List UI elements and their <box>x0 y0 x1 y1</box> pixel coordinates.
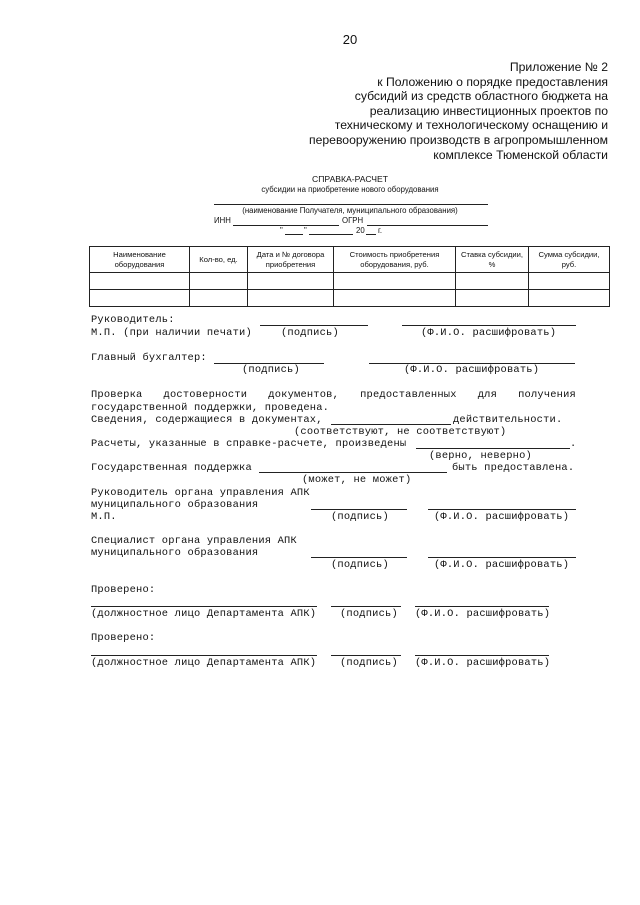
validity-line <box>331 424 451 425</box>
validity-label: действительности. <box>453 414 563 426</box>
table-cell[interactable] <box>248 273 334 290</box>
apk-head-label-line2: муниципального образования <box>91 499 259 511</box>
apk-spec-fio-line <box>428 557 576 558</box>
signature-caption: (подпись) <box>331 511 389 523</box>
table-cell[interactable] <box>90 290 190 307</box>
date-year-suffix: г. <box>378 226 383 235</box>
table-row <box>90 273 610 290</box>
checked-official-line <box>91 655 317 656</box>
table-cell[interactable] <box>90 273 190 290</box>
table-cell[interactable] <box>456 273 529 290</box>
fio-caption: (Ф.И.О. расшифровать) <box>415 608 551 620</box>
table-cell[interactable] <box>334 290 456 307</box>
appendix-line: к Положению о порядке предоставления <box>377 74 608 89</box>
verification-text-line2: государственной поддержки, проведена. <box>91 402 330 414</box>
table-cell[interactable] <box>529 273 610 290</box>
date-quote-open: " <box>280 226 283 235</box>
chief-accountant-label: Главный бухгалтер: <box>91 352 207 364</box>
checked-signature-line <box>331 606 401 607</box>
calc-caption: (верно, неверно) <box>429 450 532 462</box>
support-suffix: быть предоставлена. <box>452 462 575 474</box>
checked-label: Проверено: <box>91 584 156 596</box>
page-number: 20 <box>342 32 358 47</box>
signature-caption: (подпись) <box>340 657 398 669</box>
calc-label: Расчеты, указанные в справке-расчете, произведены <box>91 438 407 450</box>
signature-caption: (подпись) <box>242 364 300 376</box>
recipient-caption: (наименование Получателя, муниципального образования) <box>242 206 458 215</box>
apk-head-signature-line <box>311 509 407 510</box>
table-header-row <box>90 247 610 273</box>
checked-fio-line <box>415 606 549 607</box>
support-label: Государственная поддержка <box>91 462 252 474</box>
checked-fio-line <box>415 655 549 656</box>
table-cell[interactable] <box>456 290 529 307</box>
checked-label: Проверено: <box>91 632 156 644</box>
appendix-line: субсидий из средств областного бюджета на <box>354 89 608 104</box>
ogrn-label: ОГРН <box>342 216 364 225</box>
table-cell[interactable] <box>190 290 248 307</box>
head-signature-line <box>260 325 368 326</box>
checked-official-line <box>91 606 317 607</box>
appendix-line: Приложение № 2 <box>509 60 608 74</box>
date-quote-close: " <box>304 226 307 235</box>
head-label: Руководитель: <box>91 314 175 326</box>
fio-caption: (Ф.И.О. расшифровать) <box>434 511 570 523</box>
checked-signature-line <box>331 655 401 656</box>
ogrn-line <box>367 225 488 226</box>
apk-spec-signature-line <box>311 557 407 558</box>
table-row <box>90 290 610 307</box>
apk-spec-label-line1: Специалист органа управления АПК <box>91 535 297 547</box>
support-line <box>259 472 447 473</box>
table-cell[interactable] <box>334 273 456 290</box>
apk-head-label-line1: Руководитель органа управления АПК <box>91 487 310 499</box>
col-subsidy-sum: Сумма субсидии, руб. <box>529 247 610 273</box>
signature-caption: (подпись) <box>331 559 389 571</box>
official-caption: (должностное лицо Департамента АПК) <box>91 657 317 669</box>
fio-caption: (Ф.И.О. расшифровать) <box>421 327 557 339</box>
form-title: СПРАВКА-РАСЧЕТ <box>312 174 388 184</box>
inn-label: ИНН <box>214 216 231 225</box>
appendix-header <box>309 60 608 162</box>
form-subtitle: субсидии на приобретение нового оборудования <box>261 185 439 194</box>
official-caption: (должностное лицо Департамента АПК) <box>91 608 317 620</box>
apk-head-fio-line <box>428 509 576 510</box>
table-cell[interactable] <box>248 290 334 307</box>
appendix-line: техническому и технологическому оснащению и <box>334 118 608 133</box>
calculation-table <box>89 246 610 307</box>
calc-line <box>416 448 570 449</box>
appendix-line: реализацию инвестиционных проектов по <box>369 103 608 118</box>
col-quantity: Кол-во, ед. <box>190 247 248 273</box>
appendix-line: комплексе Тюменской области <box>433 147 608 162</box>
fio-caption: (Ф.И.О. расшифровать) <box>415 657 551 669</box>
signature-caption: (подпись) <box>340 608 398 620</box>
table-cell[interactable] <box>529 290 610 307</box>
date-year: 20 <box>356 226 365 235</box>
date-day-line <box>285 234 303 235</box>
support-caption: (может, не может) <box>302 474 412 486</box>
apk-spec-label-line2: муниципального образования <box>91 547 259 559</box>
signature-caption: (подпись) <box>281 327 339 339</box>
col-rate: Ставка субсидии, % <box>456 247 529 273</box>
validity-caption: (соответствуют, не соответствуют) <box>294 426 507 438</box>
fio-caption: (Ф.И.О. расшифровать) <box>404 364 540 376</box>
fio-caption: (Ф.И.О. расшифровать) <box>434 559 570 571</box>
inn-line <box>233 225 339 226</box>
info-label: Сведения, содержащиеся в документах, <box>91 414 323 426</box>
date-month-line <box>309 234 353 235</box>
verification-text-line1: Проверка достоверности документов, предоставленных для получения <box>91 389 576 401</box>
table-cell[interactable] <box>190 273 248 290</box>
head-fio-line <box>402 325 576 326</box>
col-cost: Стоимость приобретения оборудования, руб. <box>334 247 456 273</box>
col-equipment-name: Наименование оборудования <box>90 247 190 273</box>
date-year-line <box>366 234 376 235</box>
recipient-name-line <box>214 204 488 205</box>
calc-period: . <box>570 438 577 450</box>
mp-short-label: М.П. <box>91 511 117 523</box>
col-contract: Дата и № договора приобретения <box>248 247 334 273</box>
mp-label: М.П. (при наличии печати) <box>91 327 252 339</box>
appendix-line: перевооружению производств в агропромышленном <box>309 132 608 147</box>
